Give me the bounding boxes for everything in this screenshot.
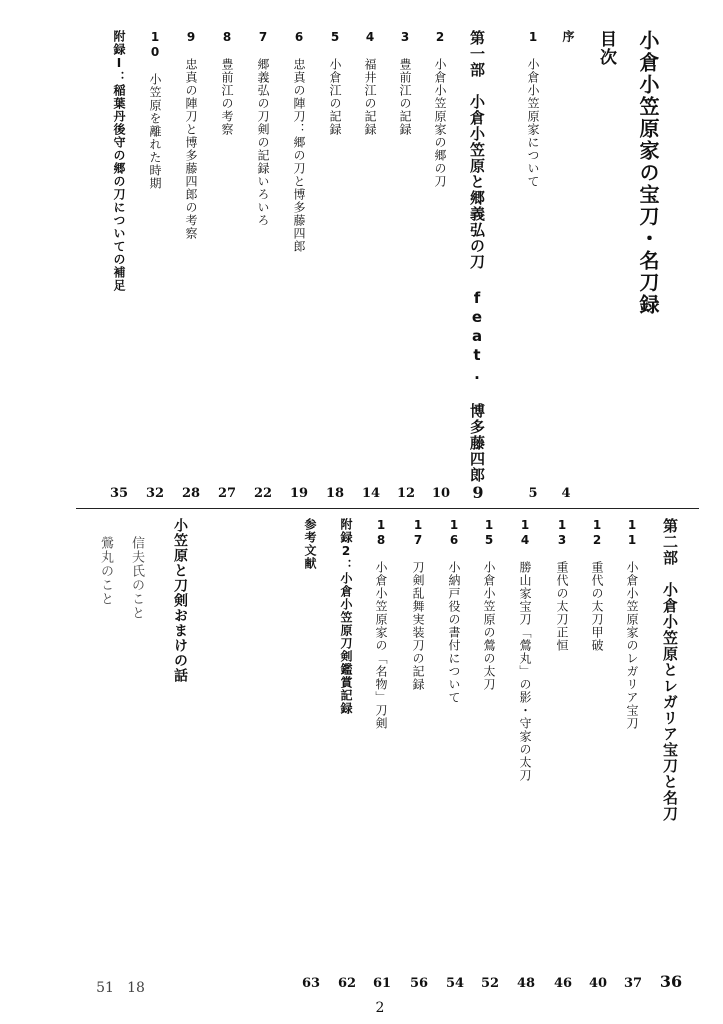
toc-entry-4[interactable] (362, 30, 379, 136)
toc-entry-6[interactable] (291, 30, 308, 253)
toc-appendix-2-page: 62 (337, 976, 357, 991)
toc-references[interactable] (302, 518, 319, 570)
toc-part-1[interactable] (467, 30, 488, 483)
toc-entry-label: 忠真の陣刀：郷の刀と博多藤四郎 (292, 58, 306, 253)
toc-entry-label: 小納戸役の書付について (447, 561, 461, 704)
toc-entry-label: 豊前江の記録 (398, 58, 412, 136)
toc-entry-3-page: 12 (396, 486, 416, 501)
toc-bonus-uguisumaru-page: 51 (96, 980, 114, 996)
toc-entry-label: 福井江の記録 (363, 58, 377, 136)
toc-entry-1-page: 5 (528, 486, 538, 501)
toc-entry-label: 小倉小笠原家の「名物」刀剣 (374, 561, 388, 730)
toc-entry-label: 重代の太刀正恒 (555, 561, 569, 652)
toc-part-number: 第二部 (661, 518, 679, 566)
toc-entry-17[interactable] (410, 518, 427, 691)
toc-entry-number: 11 (625, 518, 639, 548)
toc-entry-11-page: 37 (623, 976, 643, 991)
toc-entry-18[interactable] (373, 518, 390, 730)
toc-entry-5-page: 18 (325, 486, 345, 501)
toc-entry-number: 10 (148, 30, 162, 60)
toc-entry-number: 18 (374, 518, 388, 548)
toc-entry-number: 附録Ⅰ (112, 30, 126, 71)
toc-entry-14[interactable] (517, 518, 534, 782)
toc-entry-5[interactable] (327, 30, 344, 136)
toc-entry-15-page: 52 (480, 976, 500, 991)
toc-part-2[interactable] (660, 518, 681, 822)
toc-entry-1[interactable] (525, 30, 542, 188)
toc-entry-number: 1 (526, 30, 540, 45)
page-number: 2 (375, 1000, 385, 1016)
toc-entry-2-page: 10 (431, 486, 451, 501)
toc-part-label: 小倉小笠原とレガリア宝刀と名刀 (661, 582, 679, 822)
toc-part-2-page: 36 (659, 972, 683, 991)
toc-entry-number: 8 (220, 30, 234, 45)
toc-part-1-page: 9 (472, 483, 484, 502)
toc-entry-2[interactable] (432, 30, 449, 188)
book-title: 小倉小笠原家の宝刀・名刀録 (636, 30, 660, 316)
toc-entry-17-page: 56 (409, 976, 429, 991)
toc-entry-number: 17 (411, 518, 425, 548)
toc-entry-14-page: 48 (516, 976, 536, 991)
toc-entry-10[interactable] (147, 30, 164, 190)
toc-entry-label: 参考文献 (303, 518, 317, 570)
toc-entry-7-page: 22 (253, 486, 273, 501)
toc-entry-number: 15 (482, 518, 496, 548)
toc-entry-number: 2 (433, 30, 447, 45)
toc-entry-18-page: 61 (372, 976, 392, 991)
toc-entry-7[interactable] (255, 30, 272, 227)
toc-bonus-section[interactable] (170, 518, 190, 683)
toc-entry-number: 4 (363, 30, 377, 45)
toc-bonus-shinobu[interactable] (127, 536, 146, 620)
toc-entry-8[interactable] (219, 30, 236, 136)
toc-entry-6-page: 19 (289, 486, 309, 501)
section-divider (76, 508, 699, 509)
toc-entry-13-page: 46 (553, 976, 573, 991)
toc-entry-number: 5 (328, 30, 342, 45)
toc-entry-preface-page: 4 (561, 486, 571, 501)
toc-entry-9[interactable] (183, 30, 200, 240)
toc-entry-label: 信夫氏のこと (129, 536, 144, 620)
toc-entry-11[interactable] (624, 518, 641, 730)
toc-appendix-1[interactable] (111, 30, 128, 292)
toc-entry-number: 14 (518, 518, 532, 548)
toc-entry-number: 12 (590, 518, 604, 548)
toc-entry-label: 小倉小笠原家のレガリア宝刀 (625, 561, 639, 730)
toc-entry-12[interactable] (589, 518, 606, 652)
toc-entry-16-page: 54 (445, 976, 465, 991)
toc-part-number: 第一部 (468, 30, 486, 78)
toc-entry-preface-label[interactable]: 序 (561, 30, 575, 43)
toc-entry-label: ：小倉小笠原刀剣鑑賞記録 (339, 559, 353, 715)
toc-heading: 目次 (596, 30, 616, 66)
toc-entry-label: 鶯丸のこと (98, 536, 113, 606)
toc-entry-label: 小倉小笠原の鶯の太刀 (482, 561, 496, 691)
toc-entry-label: 豊前江の考察 (220, 58, 234, 136)
toc-entry-16[interactable] (446, 518, 463, 704)
toc-entry-4-page: 14 (361, 486, 381, 501)
toc-entry-8-page: 27 (217, 486, 237, 501)
toc-entry-label: 小倉小笠原家の郷の刀 (433, 58, 447, 188)
toc-entry-number: 7 (256, 30, 270, 45)
toc-references-page: 63 (301, 976, 321, 991)
toc-part-label: 小倉小笠原と郷義弘の刀 feat. 博多藤四郎 (468, 94, 486, 483)
toc-entry-number: 16 (447, 518, 461, 548)
toc-bonus-shinobu-page: 18 (127, 980, 145, 996)
toc-entry-label: ：稲葉丹後守の郷の刀についての補足 (112, 71, 126, 292)
toc-entry-label: 忠真の陣刀と博多藤四郎の考察 (184, 58, 198, 240)
toc-entry-label: 重代の太刀甲破 (590, 561, 604, 652)
toc-entry-number: 13 (555, 518, 569, 548)
toc-entry-number: 9 (184, 30, 198, 45)
toc-appendix-1-page: 35 (109, 486, 129, 501)
toc-entry-number: 附録2 (339, 518, 353, 559)
toc-bonus-uguisumaru[interactable] (96, 536, 115, 606)
toc-entry-label: 小倉小笠原家について (526, 58, 540, 188)
toc-entry-label: 小笠原を離れた時期 (148, 73, 162, 190)
toc-entry-label: 小笠原と刀剣おまけの話 (172, 518, 188, 683)
toc-entry-15[interactable] (481, 518, 498, 691)
toc-entry-3[interactable] (397, 30, 414, 136)
toc-entry-label: 小倉江の記録 (328, 58, 342, 136)
toc-entry-label: 刀剣乱舞実装刀の記録 (411, 561, 425, 691)
toc-entry-number: 6 (292, 30, 306, 45)
toc-entry-label: 勝山家宝刀「鶯丸」の影・守家の太刀 (518, 561, 532, 782)
toc-entry-9-page: 28 (181, 486, 201, 501)
toc-appendix-2[interactable] (338, 518, 355, 715)
toc-entry-13[interactable] (554, 518, 571, 652)
toc-entry-12-page: 40 (588, 976, 608, 991)
toc-entry-label: 郷義弘の刀剣の記録いろいろ (256, 58, 270, 227)
toc-entry-10-page: 32 (145, 486, 165, 501)
toc-entry-number: 3 (398, 30, 412, 45)
